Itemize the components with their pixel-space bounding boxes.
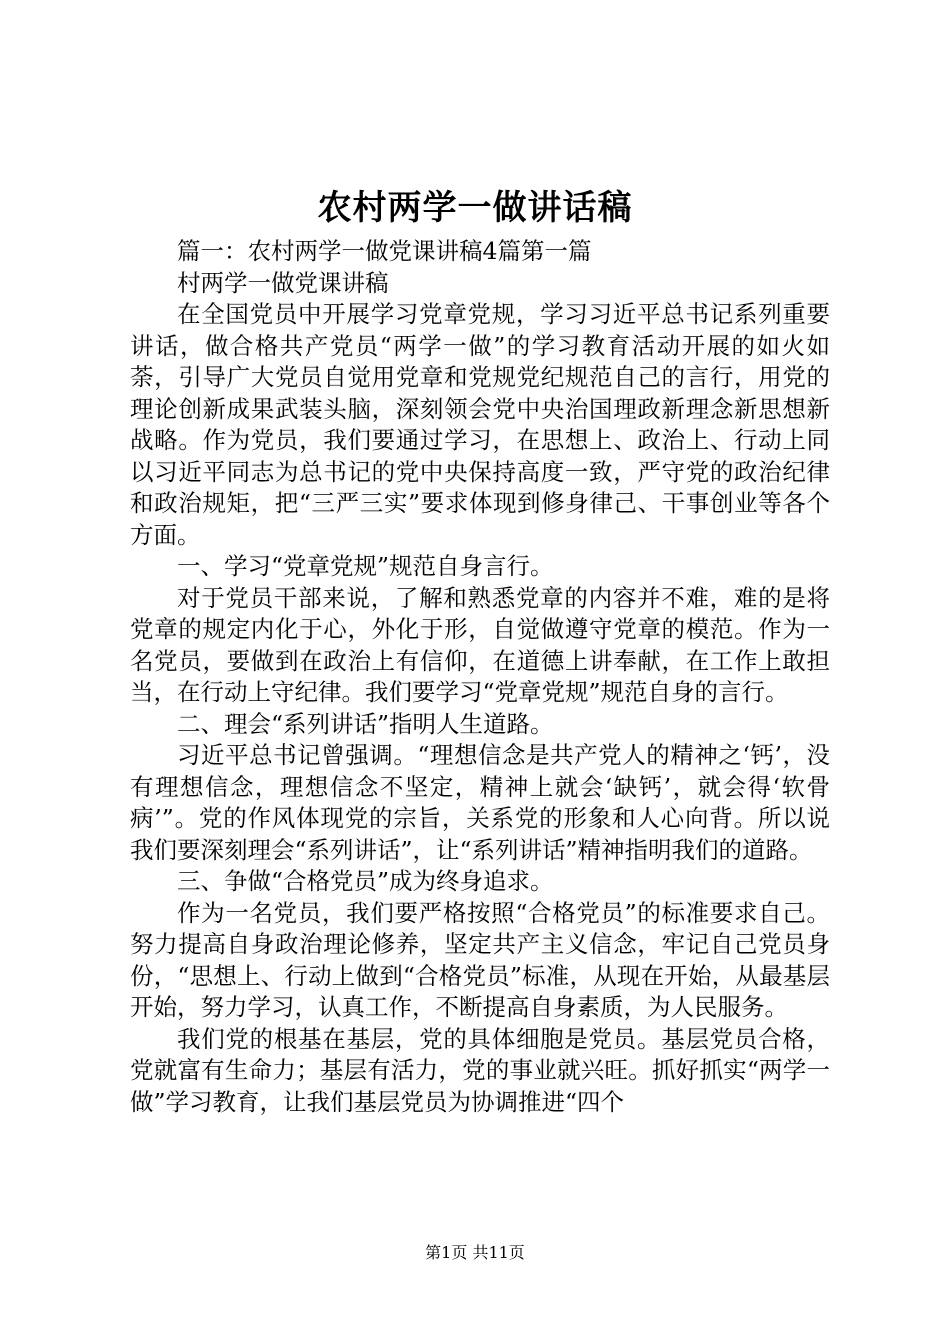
paragraph: 我们党的根基在基层，党的具体细胞是党员。基层党员合格，党就富有生命力；基层有活力，党的事业就兴旺。抓好抓实“两学一做”学习教育，让我们基层党员为协调推进“四个	[130, 1024, 830, 1116]
section-heading: 三、争做“合格党员”成为终身追求。	[177, 867, 554, 895]
page-footer: 第1页 共11页	[425, 1243, 525, 1262]
paragraph: 作为一名党员，我们要严格按照“合格党员”的标准要求自己。努力提高自身政治理论修养，坚定共产主义信念，牢记自己党员身份，“思想上、行动上做到“合格党员”标准，从现在开始，从最基层开始，努力学习，认真工作，不断提高自身素质，为人民服务。	[130, 898, 830, 1021]
paragraph: 篇一：农村两学一做党课讲稿4篇第一篇	[177, 237, 592, 265]
paragraph: 村两学一做党课讲稿	[177, 268, 389, 297]
section-heading: 二、理会“系列讲话”指明人生道路。	[177, 709, 554, 738]
section-heading: 一、学习“党章党规”规范自身言行。	[177, 552, 554, 580]
paragraph: 对于党员干部来说，了解和熟悉党章的内容并不难，难的是将党章的规定内化于心，外化于形，自觉做遵守党章的模范。作为一名党员，要做到在政治上有信仰，在道德上讲奉献，在工作上敢担当，在行动上守纪律。我们要学习“党章党规”规范自身的言行。	[130, 583, 830, 706]
paragraph: 在全国党员中开展学习党章党规，学习习近平总书记系列重要讲话，做合格共产党员“两学一做”的学习教育活动开展的如火如荼，引导广大党员自觉用党章和党规党纪规范自己的言行，用党的理论创新成果武装头脑，深刻领会党中央治国理政新理念新思想新战略。作为党员，我们要通过学习，在思想上、政治上、行动上同以习近平同志为总书记的党中央保持高度一致，严守党的政治纪律和政治规矩，把“三严三实”要求体现到修身律己、干事创业等各个方面。	[130, 300, 830, 549]
document-body	[130, 236, 830, 1118]
document-title: 农村两学一做讲话稿	[317, 188, 633, 228]
paragraph: 习近平总书记曾强调。“理想信念是共产党人的精神之‘钙’，没有理想信念，理想信念不坚定，精神上就会‘缺钙’，就会得‘软骨病’”。党的作风体现党的宗旨，关系党的形象和人心向背。所以说我们要深刻理会“系列讲话”，让“系列讲话”精神指明我们的道路。	[130, 741, 830, 864]
